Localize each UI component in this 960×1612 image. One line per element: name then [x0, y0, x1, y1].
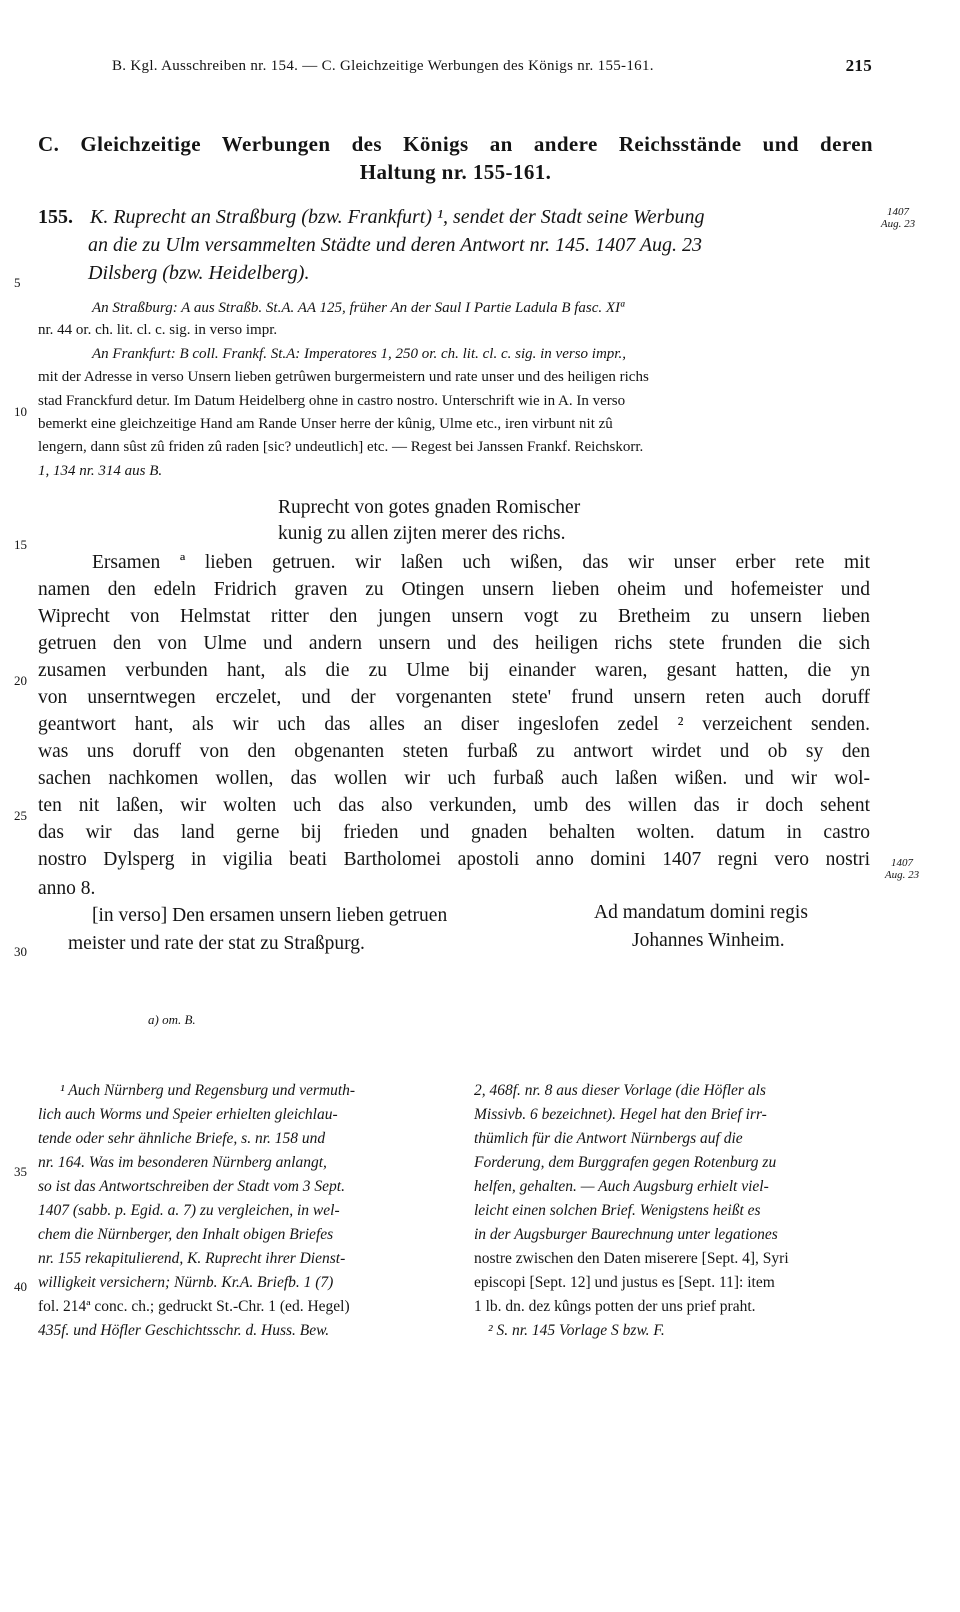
address-line-1: [in verso] Den ersamen unsern lieben getruen [92, 905, 448, 926]
margin-date-top [872, 206, 924, 230]
letter-line: ten nit laßen, wir wolten uch das also verkunden, umb des willen das ir doch sehent [38, 795, 870, 816]
letter-line: sachen nachkomen wollen, das wollen wir uch furbaß auch laßen wißen. und wir wol- [38, 768, 870, 789]
margin-day: Aug. 23 [880, 218, 916, 230]
regest-line2: an die zu Ulm versammelten Städte und deren Antwort nr. 145. 1407 Aug. 23 [88, 234, 703, 256]
footnote-line: lich auch Worms und Speier erhielten gleichlau- [38, 1106, 338, 1123]
footnote-line: episcopi [Sept. 12] und justus es [Sept. 11]: item [474, 1274, 775, 1291]
letter-line: nostro Dylsperg in vigilia beati Bartholomei apostoli anno domini 1407 regni vero nostri [38, 849, 870, 870]
footnote-line: in der Augsburger Baurechnung unter legationes [474, 1226, 778, 1243]
regest-line1 [38, 206, 704, 229]
mandate-line-2: Johannes Winheim. [632, 930, 785, 951]
address-line-2: meister und rate der stat zu Straßpurg. [68, 933, 365, 954]
line-number: 30 [14, 944, 27, 959]
line-number: 10 [14, 404, 27, 419]
footnote-line: nostre zwischen den Daten miserere [Sept. 4], Syri [474, 1250, 789, 1267]
line-number: 15 [14, 537, 27, 552]
source-line: An Straßburg: A aus Straßb. St.A. AA 125, früher An der Saul I Partie Ladula B fasc. XIª [92, 300, 625, 316]
letter-line: was uns doruff von den obgenanten steten furbaß zu antwort wirdet und ob sy den [38, 741, 870, 762]
footnote-line: ² S. nr. 145 Vorlage S bzw. F. [488, 1322, 665, 1339]
source-line: nr. 44 or. ch. lit. cl. c. sig. in verso impr. [38, 322, 278, 338]
letter-line: geantwort hant, als wir uch das alles an diser ingeslofen zedel ² verzeichent senden. [38, 714, 870, 735]
footnote-line: nr. 164. Was im besonderen Nürnberg anlangt, [38, 1154, 327, 1171]
line-number: 25 [14, 808, 27, 823]
line-number: 40 [14, 1279, 27, 1294]
letter-line: Ersamen ª lieben getruen. wir laßen uch wißen, das wir unser erber rete mit [92, 552, 870, 573]
letter-line: zusamen verbunden hant, als die zu Ulme bij einander waren, gesant hatten, die yn [38, 660, 870, 681]
section-title-line1: C. Gleichzeitige Werbungen des Königs an andere Reichsstände und deren [38, 132, 873, 156]
source-line: bemerkt eine gleichzeitige Hand am Rande Unser herre der kûnig, Ulme etc., iren virbunt nit zû [38, 416, 613, 432]
running-title: B. Kgl. Ausschreiben nr. 154. — C. Gleichzeitige Werbungen des Königs nr. 155-161. [112, 58, 654, 74]
line-number: 35 [14, 1164, 27, 1179]
footnote-line: 435f. und Höfler Geschichtsschr. d. Huss. Bew. [38, 1322, 330, 1339]
footnote-line: nr. 155 rekapitulierend, K. Ruprecht ihrer Dienst- [38, 1250, 346, 1267]
margin-year: 1407 [891, 857, 913, 869]
footnote-line: fol. 214ª conc. ch.; gedruckt St.-Chr. 1 (ed. Hegel) [38, 1298, 350, 1315]
footnote-line: thümlich für die Antwort Nürnbergs auf die [474, 1130, 743, 1147]
source-line: 1, 134 nr. 314 aus B. [38, 463, 163, 479]
footnote-line: willigkeit versichern; Nürnb. Kr.A. Briefb. 1 (7) [38, 1274, 334, 1291]
page-number: 215 [845, 56, 872, 75]
letter-line: anno 8. [38, 878, 96, 899]
margin-year: 1407 [887, 206, 909, 218]
line-number: 5 [14, 275, 21, 290]
footnote-line: helfen, gehalten. — Auch Augsburg erhielt viel- [474, 1178, 769, 1195]
footnote-line: so ist das Antwortschreiben der Stadt vom 3 Sept. [38, 1178, 345, 1195]
regest-line3: Dilsberg (bzw. Heidelberg). [88, 262, 310, 284]
footnote-line: Forderung, dem Burggrafen gegen Rotenburg zu [474, 1154, 777, 1171]
line-number: 20 [14, 673, 27, 688]
letter-salutation-1: Ruprecht von gotes gnaden Romischer [278, 497, 581, 518]
footnote-line: tende oder sehr ähnliche Briefe, s. nr. 158 und [38, 1130, 326, 1147]
margin-date-mid [876, 857, 928, 881]
source-line: stad Franckfurd detur. Im Datum Heidelberg ohne in castro nostro. Unterschrift wie in A. In verso [38, 393, 626, 409]
source-line: An Frankfurt: B coll. Frankf. St.A: Imperatores 1, 250 or. ch. lit. cl. c. sig. in verso impr., [92, 346, 626, 362]
footnote-line: 1407 (sabb. p. Egid. a. 7) zu vergleichen, in wel- [38, 1202, 340, 1219]
mandate-line-1: Ad mandatum domini regis [594, 902, 808, 923]
variant-note: a) om. B. [148, 1012, 196, 1027]
regest-number: 155. [38, 206, 73, 228]
letter-line: das wir das land gerne bij frieden und gnaden behalten wolten. datum in castro [38, 822, 870, 843]
letter-line: getruen den von Ulme und andern unsern und des heiligen richs stete frunden die sich [38, 633, 870, 654]
letter-salutation-2: kunig zu allen zijten merer des richs. [278, 523, 566, 544]
letter-line: namen den edeln Fridrich graven zu Otingen unsern lieben oheim und hofemeister und [38, 579, 870, 600]
source-line: lengern, dann sûst zû friden zû raden [sic? undeutlich] etc. — Regest bei Janssen Frankf. Reichskorr. [38, 439, 644, 455]
running-header [112, 58, 872, 75]
margin-day: Aug. 23 [884, 869, 920, 881]
letter-line: von unserntwegen erczelet, und der vorgenanten stete' frund unsern reten auch doruff [38, 687, 870, 708]
footnote-line: 2, 468f. nr. 8 aus dieser Vorlage (die Höfler als [474, 1082, 766, 1099]
regest-text-1: K. Ruprecht an Straßburg (bzw. Frankfurt) ¹, sendet der Stadt seine Werbung [90, 206, 705, 228]
footnote-line: chem die Nürnberger, den Inhalt obigen Briefes [38, 1226, 334, 1243]
source-line: mit der Adresse in verso Unsern lieben getrûwen burgermeistern und rate unser und des heiligen richs [38, 369, 649, 385]
footnote-line: leicht einen solchen Brief. Wenigstens heißt es [474, 1202, 761, 1219]
footnote-line: ¹ Auch Nürnberg und Regensburg und vermuth- [60, 1082, 356, 1099]
letter-line: Wiprecht von Helmstat ritter den jungen unsern vogt zu Bretheim zu unsern lieben [38, 606, 870, 627]
footnote-line: Missivb. 6 bezeichnet). Hegel hat den Brief irr- [474, 1106, 767, 1123]
footnote-line: 1 lb. dn. dez kûngs potten der uns prief praht. [474, 1298, 756, 1315]
section-title-line2: Haltung nr. 155-161. [359, 160, 552, 184]
